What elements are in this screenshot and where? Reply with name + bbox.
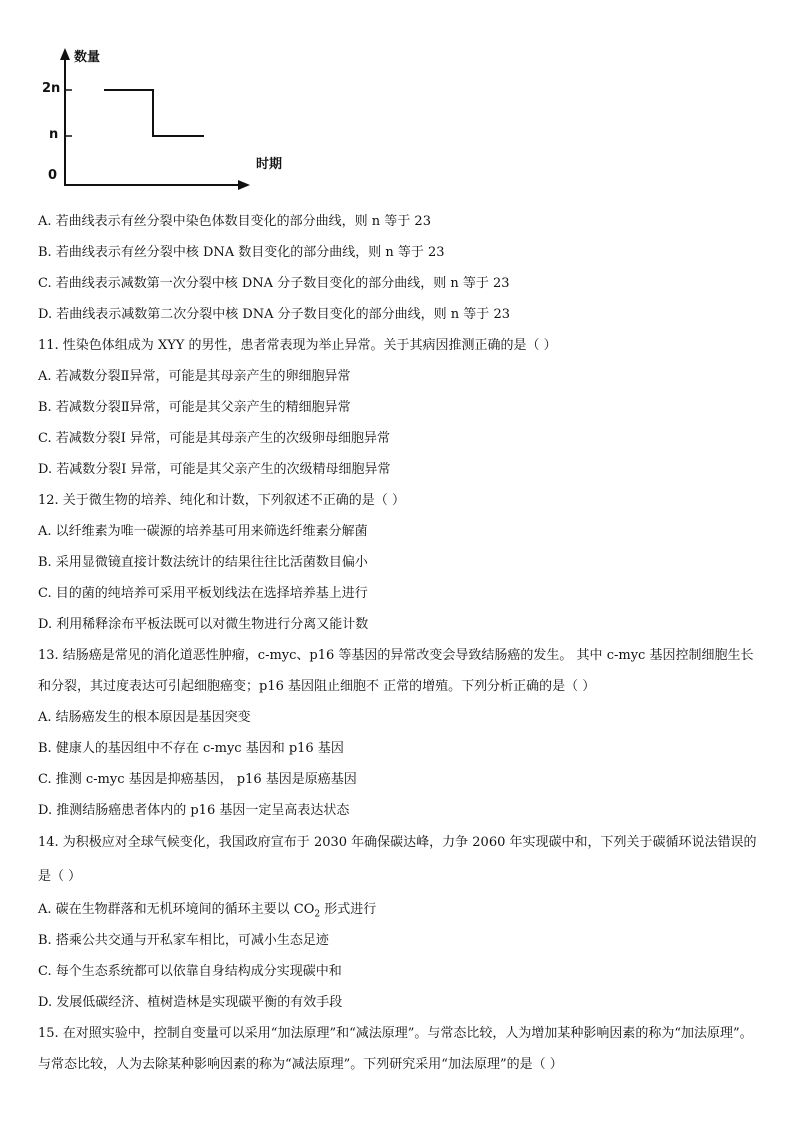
q14-stem: 14. 为积极应对全球气候变化，我国政府宣布于 2030 年确保碳达峰，力争 2060 年实现碳中和，下列关于碳循环说法错误的是（ ） (38, 835, 757, 884)
q14-option-b: B. 搭乘公共交通与开私家车相比，可减小生态足迹 (38, 933, 329, 948)
q15-stem: 15. 在对照实验中，控制自变量可以采用“加法原理”和“减法原理”。与常态比较，人为增加某种影响因素的称为“加法原理”。与常态比较，人为去除某种影响因素的称为“减法原理”。下列研究采用“加法原理”的是（ ） (38, 1026, 753, 1072)
q11-option-a: A. 若减数分裂Ⅱ异常，可能是其母亲产生的卵细胞异常 (38, 369, 351, 384)
q13-option-b: B. 健康人的基因组中不存在 c-myc 基因和 p16 基因 (38, 741, 344, 756)
q12-option-d: D. 利用稀释涂布平板法既可以对微生物进行分离又能计数 (38, 617, 369, 632)
co2-subscript: 2 (314, 909, 321, 920)
q11-option-d: D. 若减数分裂Ⅰ 异常，可能是其父亲产生的次级精母细胞异常 (38, 462, 391, 477)
q12-option-c: C. 目的菌的纯培养可采用平板划线法在选择培养基上进行 (38, 586, 368, 601)
q14-option-d: D. 发展低碳经济、植树造林是实现碳平衡的有效手段 (38, 995, 343, 1010)
tick-label-2n: 2n (42, 81, 61, 96)
q11-option-b: B. 若减数分裂Ⅱ异常，可能是其父亲产生的精细胞异常 (38, 400, 351, 415)
q13-option-c: C. 推测 c-myc 基因是抑癌基因， p16 基因是原癌基因 (38, 772, 357, 787)
q10-option-b: B. 若曲线表示有丝分裂中核 DNA 数目变化的部分曲线，则 n 等于 23 (38, 245, 445, 260)
q13-stem: 13. 结肠癌是常见的消化道恶性肿瘤，c-myc、p16 等基因的异常改变会导致结肠癌的发生。 其中 c-myc 基因控制细胞生长和分裂，其过度表达可引起细胞癌变；p16 基因阻止细胞不 正常的增殖。下列分析正确的是（ ） (38, 648, 754, 694)
q11-option-c: C. 若减数分裂Ⅰ 异常，可能是其母亲产生的次级卵母细胞异常 (38, 431, 391, 446)
question-content (38, 206, 760, 1080)
quantity-curve (104, 90, 204, 136)
q10-option-d: D. 若曲线表示减数第二次分裂中核 DNA 分子数目变化的部分曲线，则 n 等于 23 (38, 307, 510, 322)
q12-option-b: B. 采用显微镜直接计数法统计的结果往往比活菌数目偏小 (38, 555, 368, 570)
q10-option-c: C. 若曲线表示减数第一次分裂中核 DNA 分子数目变化的部分曲线，则 n 等于 23 (38, 276, 510, 291)
q13-option-d: D. 推测结肠癌患者体内的 p16 基因一定呈高表达状态 (38, 803, 350, 818)
q14-option-a (38, 894, 760, 925)
q14-option-a-tail: 形式进行 (320, 902, 377, 917)
q14-option-c: C. 每个生态系统都可以依靠自身结构成分实现碳中和 (38, 964, 342, 979)
x-axis-label: 时期 (256, 157, 283, 172)
x-axis-arrow (238, 180, 250, 190)
q13-option-a: A. 结肠癌发生的根本原因是基因突变 (38, 710, 251, 725)
y-axis-label: 数量 (74, 50, 101, 65)
q12-option-a: A. 以纤维素为唯一碳源的培养基可用来筛选纤维素分解菌 (38, 524, 368, 539)
q12-stem: 12. 关于微生物的培养、纯化和计数，下列叙述不正确的是（ ） (38, 493, 405, 508)
q10-option-a: A. 若曲线表示有丝分裂中染色体数目变化的部分曲线，则 n 等于 23 (38, 214, 431, 229)
q14-option-a-text: A. 碳在生物群落和无机环境间的循环主要以 CO (38, 902, 315, 917)
y-axis-arrow (60, 48, 70, 60)
q11-stem: 11. 性染色体组成为 XYY 的男性，患者常表现为举止异常。关于其病因推测正确的是（ ） (38, 338, 557, 353)
graph-svg (30, 40, 300, 200)
tick-label-n: n (49, 127, 59, 142)
quantity-period-graph (30, 40, 300, 200)
tick-label-0: 0 (48, 168, 58, 183)
